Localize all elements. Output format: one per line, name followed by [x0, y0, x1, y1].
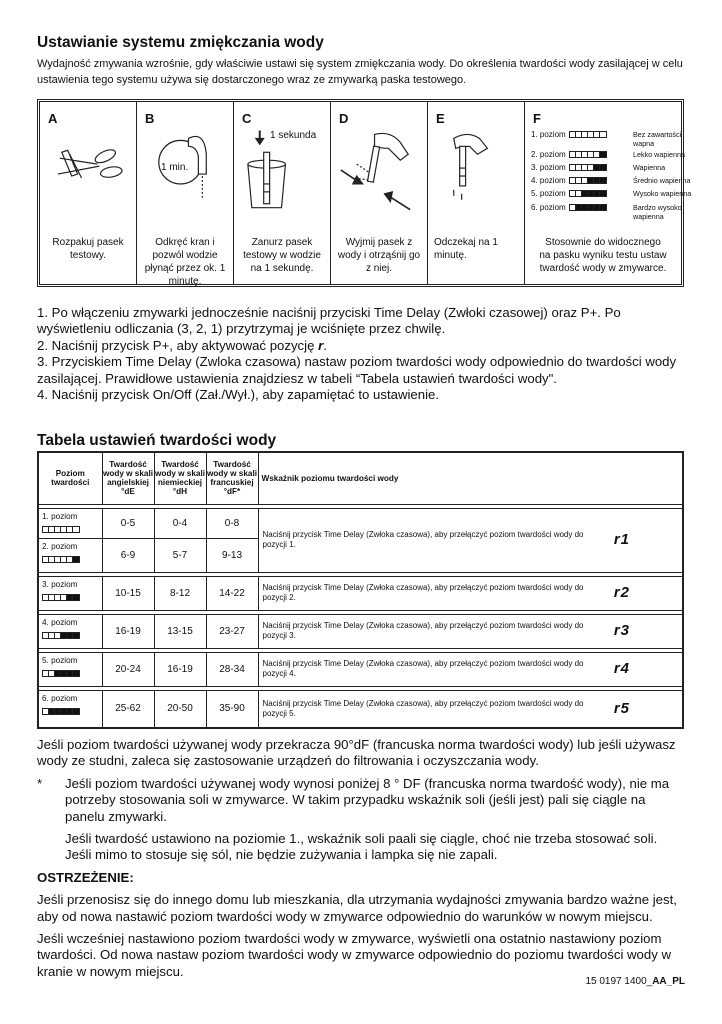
strip-pad — [600, 132, 606, 137]
step-d — [331, 102, 428, 284]
instruction-4: 4. Naciśnij przycisk On/Off (Zał./Wył.), aby zapamiętać to ustawienie. — [37, 387, 439, 403]
level-row — [531, 176, 607, 185]
step-caption: Odkręć kran i pozwól wodzie płynąć przez ok. 1 minutę. — [144, 237, 226, 287]
indicator-cell — [258, 614, 683, 648]
header-df: Twardość wody w skali francuskiej °dF* — [206, 452, 258, 504]
step-tag: 1 min. — [161, 162, 189, 173]
level-row — [531, 130, 607, 139]
step-letter: A — [48, 111, 58, 126]
table-row — [38, 652, 683, 686]
intro-text: Wydajność zmywania wzrośnie, gdy właściwie ustawi się system zmiękczania wody. Do określenia twardości wody zasilającej w celu ustawienia tego systemu używa się dostarczonego wraz ze zmywarką paska testowego. — [37, 58, 683, 86]
value-de: 6-9 — [102, 538, 154, 572]
strip-pad — [73, 557, 79, 562]
value-df: 0-8 — [206, 508, 258, 538]
strip-pad — [600, 191, 606, 196]
level-row — [531, 150, 607, 159]
paragraph: Jeśli poziom twardości używanej wody przekracza 90°dF (francuska norma twardości wody) lub jeśli używasz wody ze studni, zaleca się zastosowanie urządzeń do filtrowania i oczyszczania wody. — [37, 737, 676, 769]
level-label: 6. poziom — [42, 693, 78, 703]
level-desc: Średnio wapienna — [633, 176, 691, 185]
display-code: r4 — [613, 660, 630, 677]
value-dh: 8-12 — [154, 576, 206, 610]
footnote-marker: * — [37, 775, 43, 791]
strip-bar — [42, 632, 80, 639]
shake-strip-icon — [331, 124, 427, 232]
header-de: Twardość wody w skali angielskiej °dE — [102, 452, 154, 504]
step-a — [40, 102, 137, 284]
step-caption: Wyjmij pasek z wody i otrząśnij go z niej. — [337, 237, 421, 274]
step-e — [428, 102, 525, 284]
value-de: 0-5 — [102, 508, 154, 538]
level-label: 2. poziom — [531, 150, 566, 159]
indicator-cell — [258, 508, 683, 572]
indicator-desc: Naciśnij przycisk Time Delay (Zwłoka czasowa), aby przełączyć poziom twardości wody do pozycji 3. — [262, 621, 584, 640]
level-row — [531, 203, 607, 212]
level-label: 1. poziom — [42, 511, 78, 521]
table-row — [38, 614, 683, 648]
display-code: r2 — [613, 584, 630, 601]
faucet-icon — [137, 124, 233, 232]
indicator-cell — [258, 652, 683, 686]
table-header-row — [38, 452, 683, 504]
page-title: Ustawianie systemu zmiękczania wody — [37, 34, 324, 51]
strip-pad — [600, 205, 606, 210]
header-level: Poziom twardości — [38, 452, 102, 504]
strip-bar — [569, 204, 607, 211]
step-f — [525, 102, 692, 284]
header-dh: Twardość wody w skali niemieckiej °dH — [154, 452, 206, 504]
value-de: 16-19 — [102, 614, 154, 648]
strip-pad — [73, 709, 79, 714]
step-caption: Odczekaj na 1 minutę. — [434, 237, 498, 261]
step-letter: B — [145, 111, 155, 126]
level-row — [531, 163, 607, 172]
hold-strip-icon — [428, 124, 524, 232]
strip-pad — [600, 165, 606, 170]
level-desc: Wysoko wapienna — [633, 189, 692, 198]
warning-title: OSTRZEŻENIE: — [37, 869, 134, 885]
level-desc: Lekko wapienna — [633, 150, 685, 159]
scissors-strip-icon — [40, 124, 136, 232]
steps-panel — [37, 99, 692, 287]
strip-bar — [569, 190, 607, 197]
paragraph: Jeśli przenosisz się do innego domu lub mieszkania, dla utrzymania wydajności zmywania bardzo ważne jest, aby od nowa nastawić poziom twardości wody w zmywarce odpowiednio do warunków w nowym miejscu. — [37, 892, 677, 924]
strip-bar — [42, 526, 80, 533]
level-label: 4. poziom — [531, 176, 566, 185]
strip-pad — [600, 152, 606, 157]
paragraph: Jeśli poziom twardości używanej wody wynosi poniżej 8 ° DF (francuska norma twardość wody), nie ma potrzeby stosowania soli w zmywarce. W takim przypadku wskaźnik soli (jeśli jest) pali się ciągle na panelu zmywarki. — [65, 775, 670, 824]
step-caption: Rozpakuj pasek testowy. — [52, 237, 124, 261]
strip-bar — [569, 164, 607, 171]
level-label: 3. poziom — [42, 579, 78, 589]
body-text — [37, 737, 687, 986]
hardness-table — [37, 451, 684, 729]
strip-bar — [569, 151, 607, 158]
level-label: 5. poziom — [42, 655, 78, 665]
value-dh: 16-19 — [154, 652, 206, 686]
indicator-cell — [258, 576, 683, 610]
step-letter: D — [339, 111, 349, 126]
step-caption: Zanurz pasek testowy w wodzie na 1 sekundę. — [243, 237, 321, 274]
table-row — [38, 690, 683, 728]
strip-pad — [600, 178, 606, 183]
strip-pad — [73, 671, 79, 676]
display-code: r5 — [613, 699, 630, 717]
paragraph: Jeśli twardość ustawiono na poziomie 1., wskaźnik soli paali się ciągle, choć nie trzeba stosować soli. Jeśli mimo to stosuje się sól, nie będzie zużywania i lampka się nie zapali. — [65, 831, 658, 863]
indicator-cell — [258, 690, 683, 728]
header-indicator: Wskaźnik poziomu twardości wody — [258, 452, 683, 504]
instruction-3: 3. Przyciskiem Time Delay (Zwloka czasowa) nastaw poziom twardości wody odpowiednio do twardości wody zasilającej. Prawidłowe ustawienia znajdziesz w tabeli “Tabela ustawień twardości wody". — [37, 354, 677, 386]
strip-pad — [73, 595, 79, 600]
level-label: 1. poziom — [531, 130, 566, 139]
value-de: 25-62 — [102, 690, 154, 728]
step-letter: C — [242, 111, 252, 126]
value-dh: 20-50 — [154, 690, 206, 728]
level-desc: Wapienna — [633, 163, 666, 172]
level-label: 3. poziom — [531, 163, 566, 172]
indicator-desc: Naciśnij przycisk Time Delay (Zwłoka czasowa), aby przełączyć poziom twardości wody do pozycji 2. — [262, 583, 584, 602]
level-desc: Bez zawartości wapna — [633, 130, 682, 148]
level-label: 2. poziom — [42, 541, 78, 551]
strip-bar — [42, 708, 80, 715]
value-df: 14-22 — [206, 576, 258, 610]
value-de: 20-24 — [102, 652, 154, 686]
level-label: 5. poziom — [531, 189, 566, 198]
value-de: 10-15 — [102, 576, 154, 610]
level-label: 6. poziom — [531, 203, 566, 212]
indicator-desc: Naciśnij przycisk Time Delay (Zwłoka czasowa), aby przełączyć poziom twardości wody do pozycji 4. — [262, 659, 584, 678]
indicator-desc: Naciśnij przycisk Time Delay (Zwłoka czasowa), aby przełączyć poziom twardości wody do pozycji 5. — [262, 698, 584, 718]
value-dh: 13-15 — [154, 614, 206, 648]
indicator-desc: Naciśnij przycisk Time Delay (Zwłoka czasowa), aby przełączyć poziom twardości wody do pozycji 1. — [262, 530, 584, 549]
table-row — [38, 508, 683, 538]
strip-bar — [569, 177, 607, 184]
step-letter: E — [436, 111, 445, 126]
step-letter: F — [533, 111, 541, 126]
value-df: 28-34 — [206, 652, 258, 686]
level-desc: Bardzo wysoko wapienna — [633, 203, 682, 221]
step-b — [137, 102, 234, 287]
step-caption: Stosownie do widocznego na pasku wyniku testu ustaw twardość wody w zmywarce. — [539, 237, 667, 274]
instruction-1: 1. Po włączeniu zmywarki jednocześnie naciśnij przyciski Time Delay (Zwłoki czasowej) oraz P+. Po wyświetleniu odliczania (3, 2, 1) przytrzymaj je wciśnięte przez chwilę. — [37, 305, 621, 337]
display-code: r1 — [613, 531, 630, 548]
strip-pad — [73, 527, 79, 532]
step-tag: 1 sekunda — [270, 130, 317, 141]
instructions — [37, 305, 687, 403]
level-row — [531, 189, 607, 198]
value-df: 23-27 — [206, 614, 258, 648]
note — [37, 776, 687, 831]
display-code: r3 — [613, 622, 630, 639]
strip-bar — [42, 556, 80, 563]
strip-pad — [73, 633, 79, 638]
value-dh: 0-4 — [154, 508, 206, 538]
value-dh: 5-7 — [154, 538, 206, 572]
value-df: 35-90 — [206, 690, 258, 728]
doc-code: 15 0197 1400_AA_PL — [585, 976, 685, 987]
table-row — [38, 576, 683, 610]
strip-bar — [42, 594, 80, 601]
instruction-2: 2. Naciśnij przycisk P+, aby aktywować pozycję r. — [37, 337, 327, 353]
level-label: 4. poziom — [42, 617, 78, 627]
strip-bar — [42, 670, 80, 677]
paragraph: Jeśli wcześniej nastawiono poziom twardości wody w zmywarce, wyświetli ona ostatnio nastawiony poziom twardości. Od nowa nastaw poziom twardości wody w zmywarce odpowiednio do poziomu twardości wody w kranie w nowym miejscu. — [37, 931, 672, 979]
value-df: 9-13 — [206, 538, 258, 572]
step-c — [234, 102, 331, 284]
strip-bar — [569, 131, 607, 138]
table-title: Tabela ustawień twardości wody — [37, 432, 277, 449]
display-glyph: r — [318, 337, 324, 353]
